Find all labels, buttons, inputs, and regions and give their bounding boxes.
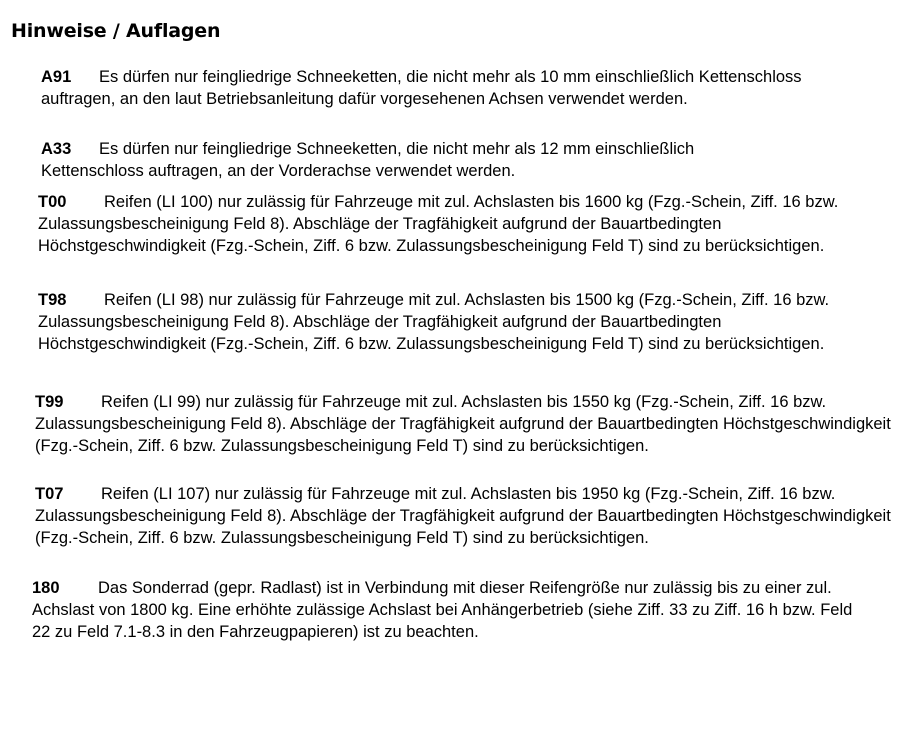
note-t98	[38, 289, 893, 355]
note-text: Das Sonderrad (gepr. Radlast) ist in Verbindung mit dieser Reifengröße nur zulässig bis zu einer zul. Achslast von 1800 kg. Eine erhöhte zulässige Achslast bei Anhängerbetrieb (siehe Ziff. 33 zu Ziff. 16 h bzw. Feld 22 zu Feld 7.1-8.3 in den Fahrzeugpapieren) ist zu beachten.	[32, 579, 853, 641]
note-code: A91	[41, 68, 72, 86]
note-t07	[35, 483, 895, 549]
note-code: 180	[32, 579, 60, 597]
note-code: T99	[35, 393, 64, 411]
note-a91	[41, 66, 841, 110]
note-t99	[35, 391, 895, 457]
note-t00	[38, 191, 893, 257]
note-code: T98	[38, 291, 67, 309]
note-text: Reifen (LI 98) nur zulässig für Fahrzeuge mit zul. Achslasten bis 1500 kg (Fzg.-Schein, Ziff. 16 bzw. Zulassungsbescheinigung Feld 8). Abschläge der Tragfähigkeit aufgrund der Bauartbedingten Höchstgeschwindigkeit (Fzg.-Schein, Ziff. 6 bzw. Zulassungsbescheinigung Feld T) sind zu berücksichtigen.	[38, 291, 830, 353]
note-text: Es dürfen nur feingliedrige Schneeketten, die nicht mehr als 12 mm einschließlich Kettenschloss auftragen, an der Vorderachse verwendet werden.	[41, 140, 695, 180]
note-180	[32, 577, 872, 643]
note-text: Reifen (LI 107) nur zulässig für Fahrzeuge mit zul. Achslasten bis 1950 kg (Fzg.-Schein, Ziff. 16 bzw. Zulassungsbescheinigung Feld 8). Abschläge der Tragfähigkeit aufgrund der Bauartbedingten Höchstgeschwindigkeit (Fzg.-Schein, Ziff. 6 bzw. Zulassungsbescheinigung Feld T) sind zu berücksichtigen.	[35, 485, 891, 547]
page-title: Hinweise / Auflagen	[11, 20, 221, 42]
note-text: Reifen (LI 100) nur zulässig für Fahrzeuge mit zul. Achslasten bis 1600 kg (Fzg.-Schein, Ziff. 16 bzw. Zulassungsbescheinigung Feld 8). Abschläge der Tragfähigkeit aufgrund der Bauartbedingten Höchstgeschwindigkeit (Fzg.-Schein, Ziff. 6 bzw. Zulassungsbescheinigung Feld T) sind zu berücksichtigen.	[38, 193, 839, 255]
note-text: Es dürfen nur feingliedrige Schneeketten, die nicht mehr als 10 mm einschließlich Kettenschloss auftragen, an den laut Betriebsanleitung dafür vorgesehenen Achsen verwendet werden.	[41, 68, 802, 108]
note-text: Reifen (LI 99) nur zulässig für Fahrzeuge mit zul. Achslasten bis 1550 kg (Fzg.-Schein, Ziff. 16 bzw. Zulassungsbescheinigung Feld 8). Abschläge der Tragfähigkeit aufgrund der Bauartbedingten Höchstgeschwindigkeit (Fzg.-Schein, Ziff. 6 bzw. Zulassungsbescheinigung Feld T) sind zu berücksichtigen.	[35, 393, 891, 455]
note-code: A33	[41, 140, 72, 158]
note-code: T00	[38, 193, 67, 211]
note-a33	[41, 138, 801, 182]
note-code: T07	[35, 485, 64, 503]
